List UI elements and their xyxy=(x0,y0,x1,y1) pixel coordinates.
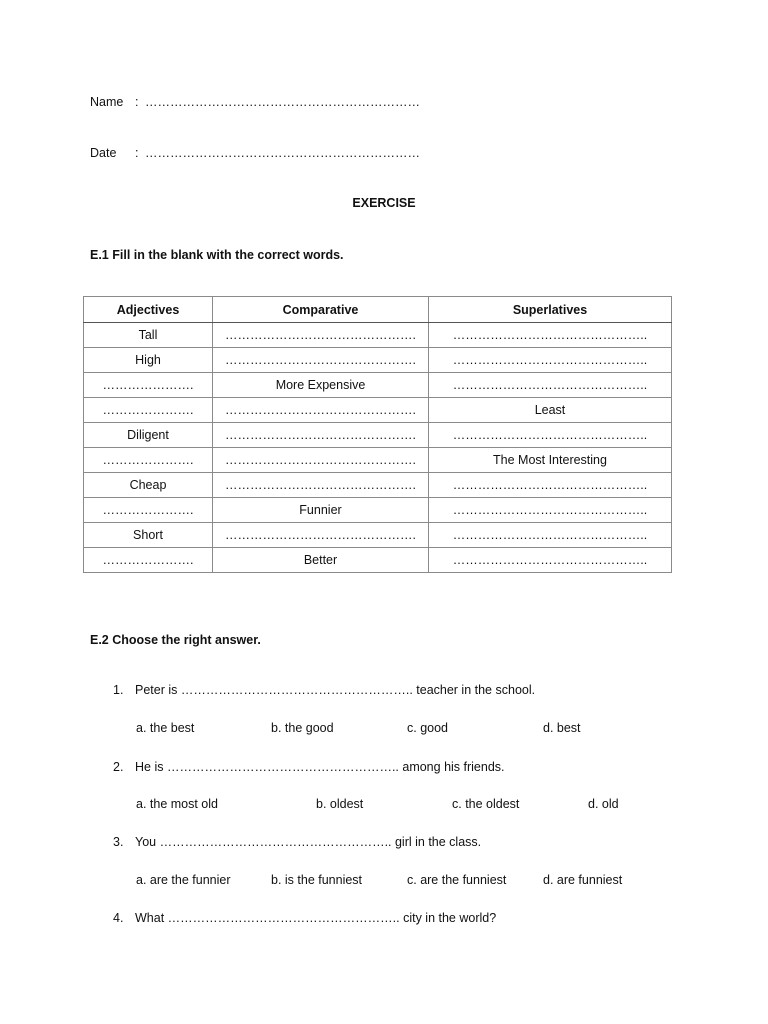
table-cell[interactable]: Diligent xyxy=(84,423,213,448)
table-row xyxy=(84,548,672,573)
table-row xyxy=(84,498,672,523)
table-cell[interactable]: …………………. xyxy=(84,548,213,573)
table-cell[interactable]: ……………………………………….. xyxy=(429,423,672,448)
q2-option-b[interactable]: b. oldest xyxy=(316,797,364,811)
date-blank[interactable]: ………………………………………………………… xyxy=(145,146,420,160)
table-cell[interactable]: ……………………………………….. xyxy=(429,548,672,573)
table-cell[interactable]: Least xyxy=(429,398,672,423)
table-row xyxy=(84,348,672,373)
comparison-table xyxy=(83,296,672,573)
table-row xyxy=(84,448,672,473)
q3-option-b[interactable]: b. is the funniest xyxy=(271,873,363,887)
table-cell[interactable]: …………………. xyxy=(84,398,213,423)
table-cell[interactable]: The Most Interesting xyxy=(429,448,672,473)
date-label: Date xyxy=(90,146,117,160)
q2-option-d[interactable]: d. old xyxy=(588,797,619,811)
table-cell[interactable]: ………………………………………. xyxy=(213,448,429,473)
q1-option-a[interactable]: a. the best xyxy=(136,721,195,735)
table-row xyxy=(84,473,672,498)
q2-option-c[interactable]: c. the oldest xyxy=(452,797,520,811)
table-cell[interactable]: ……………………………………….. xyxy=(429,323,672,348)
header-comparative: Comparative xyxy=(213,297,429,323)
date-colon: : xyxy=(135,146,139,160)
table-cell[interactable]: More Expensive xyxy=(213,373,429,398)
table-row xyxy=(84,373,672,398)
table-row xyxy=(84,323,672,348)
table-row xyxy=(84,523,672,548)
q2-option-a[interactable]: a. the most old xyxy=(136,797,218,811)
question-2-text: He is ……………………………………………….. among his friends. xyxy=(135,760,505,774)
question-2-number: 2. xyxy=(113,760,124,774)
table-cell[interactable]: Short xyxy=(84,523,213,548)
header-adjectives: Adjectives xyxy=(84,297,213,323)
table-cell[interactable]: ………………………………………. xyxy=(213,523,429,548)
name-blank[interactable]: ………………………………………………………… xyxy=(145,95,420,109)
table-header-row xyxy=(84,297,672,323)
table-cell[interactable]: ……………………………………….. xyxy=(429,498,672,523)
table-cell[interactable]: ………………………………………. xyxy=(213,398,429,423)
table-cell[interactable]: …………………. xyxy=(84,448,213,473)
table-cell[interactable]: ………………………………………. xyxy=(213,423,429,448)
question-4-text: What ……………………………………………….. city in the world? xyxy=(135,911,497,925)
question-1-text: Peter is ……………………………………………….. teacher in the school. xyxy=(135,683,536,697)
q3-option-c[interactable]: c. are the funniest xyxy=(407,873,507,887)
table-cell[interactable]: ……………………………………….. xyxy=(429,348,672,373)
table-cell[interactable]: Cheap xyxy=(84,473,213,498)
table-cell[interactable]: ……………………………………….. xyxy=(429,473,672,498)
table-cell[interactable]: Tall xyxy=(84,323,213,348)
question-3-number: 3. xyxy=(113,835,124,849)
q1-option-d[interactable]: d. best xyxy=(543,721,581,735)
table-cell[interactable]: ………………………………………. xyxy=(213,473,429,498)
question-3-text: You ……………………………………………….. girl in the class. xyxy=(135,835,482,849)
table-cell[interactable]: High xyxy=(84,348,213,373)
table-cell[interactable]: ……………………………………….. xyxy=(429,523,672,548)
header-superlatives: Superlatives xyxy=(429,297,672,323)
table-cell[interactable]: ………………………………………. xyxy=(213,348,429,373)
table-row xyxy=(84,423,672,448)
table-cell[interactable]: …………………. xyxy=(84,498,213,523)
q1-option-b[interactable]: b. the good xyxy=(271,721,334,735)
table-cell[interactable]: Funnier xyxy=(213,498,429,523)
exercise-heading: EXERCISE xyxy=(352,196,416,210)
e2-instruction: E.2 Choose the right answer. xyxy=(90,633,261,647)
table-row xyxy=(84,398,672,423)
e1-instruction: E.1 Fill in the blank with the correct words. xyxy=(90,248,344,262)
name-label: Name xyxy=(90,95,124,109)
table-cell[interactable]: Better xyxy=(213,548,429,573)
q3-option-a[interactable]: a. are the funnier xyxy=(136,873,231,887)
q1-option-c[interactable]: c. good xyxy=(407,721,449,735)
name-colon: : xyxy=(135,95,139,109)
table-cell[interactable]: ………………………………………. xyxy=(213,323,429,348)
q3-option-d[interactable]: d. are funniest xyxy=(543,873,623,887)
question-1-number: 1. xyxy=(113,683,124,697)
question-4-number: 4. xyxy=(113,911,124,925)
table-cell[interactable]: ……………………………………….. xyxy=(429,373,672,398)
table-cell[interactable]: …………………. xyxy=(84,373,213,398)
